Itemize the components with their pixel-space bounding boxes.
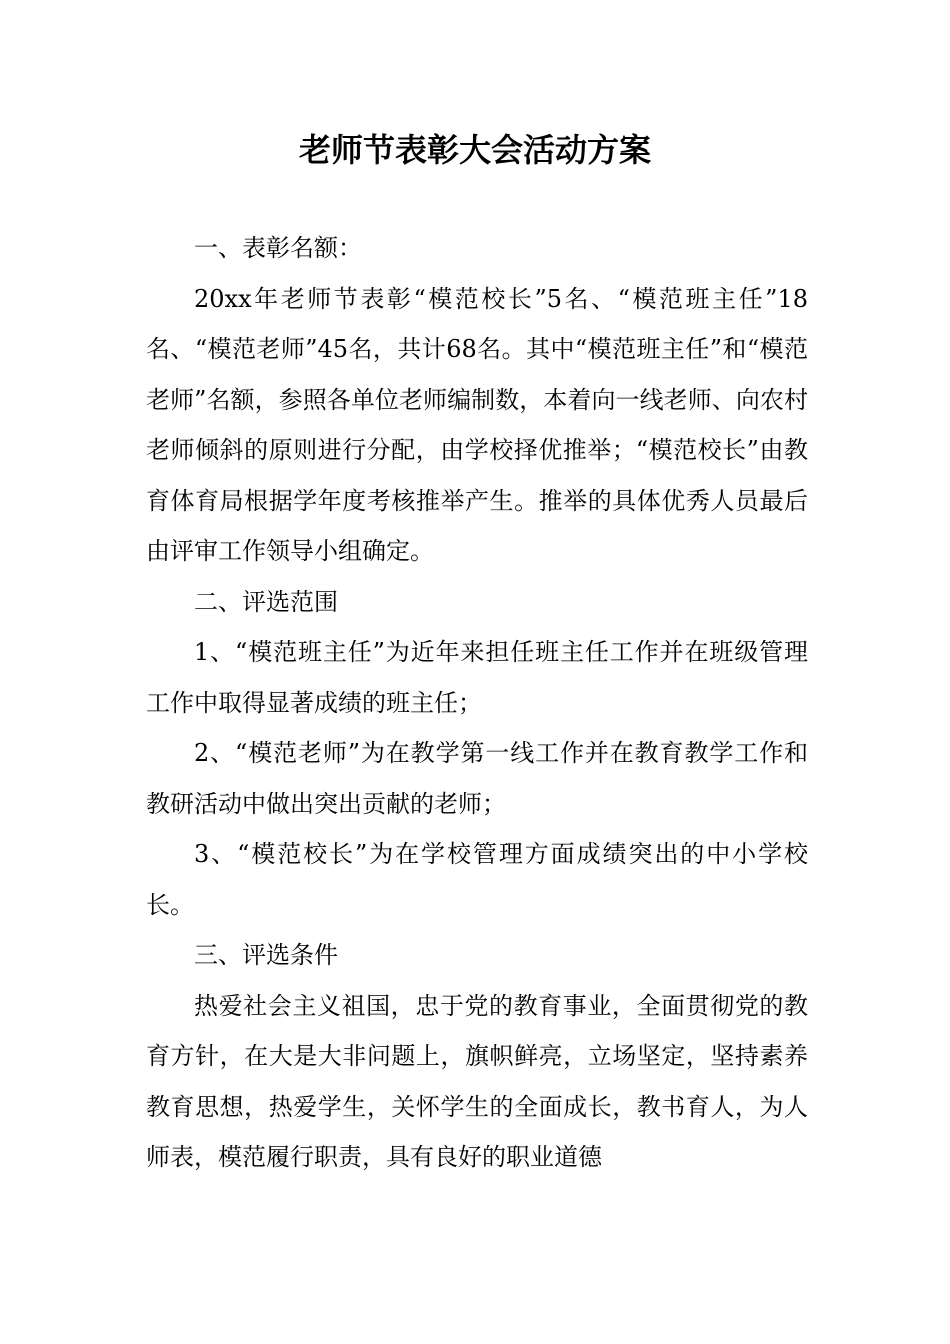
list-item-principal: 3、“模范校长”为在学校管理方面成绩突出的中小学校长。: [146, 840, 808, 919]
section-heading-scope: 二、评选范围: [194, 587, 338, 616]
paragraph-criteria-details: 热爱社会主义祖国，忠于党的教育事业，全面贯彻党的教育方针，在大是大非问题上，旗帜鲜亮，立场坚定，坚持素养教育思想，热爱学生，关怀学生的全面成长，教书育人，为人师表，模范履行职责，具有良好的职业道德: [146, 991, 808, 1171]
list-item-head-teacher: 1、“模范班主任”为近年来担任班主任工作并在班级管理工作中取得显著成绩的班主任；: [146, 638, 808, 717]
document-body: [146, 223, 808, 1183]
list-item-teacher: 2、“模范老师”为在教学第一线工作并在教育教学工作和教研活动中做出突出贡献的老师；: [146, 739, 808, 818]
section-heading-criteria: 三、评选条件: [194, 941, 338, 969]
section-heading-quota: 一、表彰名额：: [194, 234, 362, 262]
paragraph-quota-details: 20xx年老师节表彰“模范校长”5名、“模范班主任”18名、“模范老师”45名，共计68名。其中“模范班主任”和“模范老师”名额，参照各单位老师编制数，本着向一线老师、向农村老师倾斜的原则进行分配，由学校择优推举；“模范校长”由教育体育局根据学年度考核推举产生。推举的具体优秀人员最后由评审工作领导小组确定。: [146, 284, 808, 565]
document-title: 老师节表彰大会活动方案: [298, 131, 651, 169]
